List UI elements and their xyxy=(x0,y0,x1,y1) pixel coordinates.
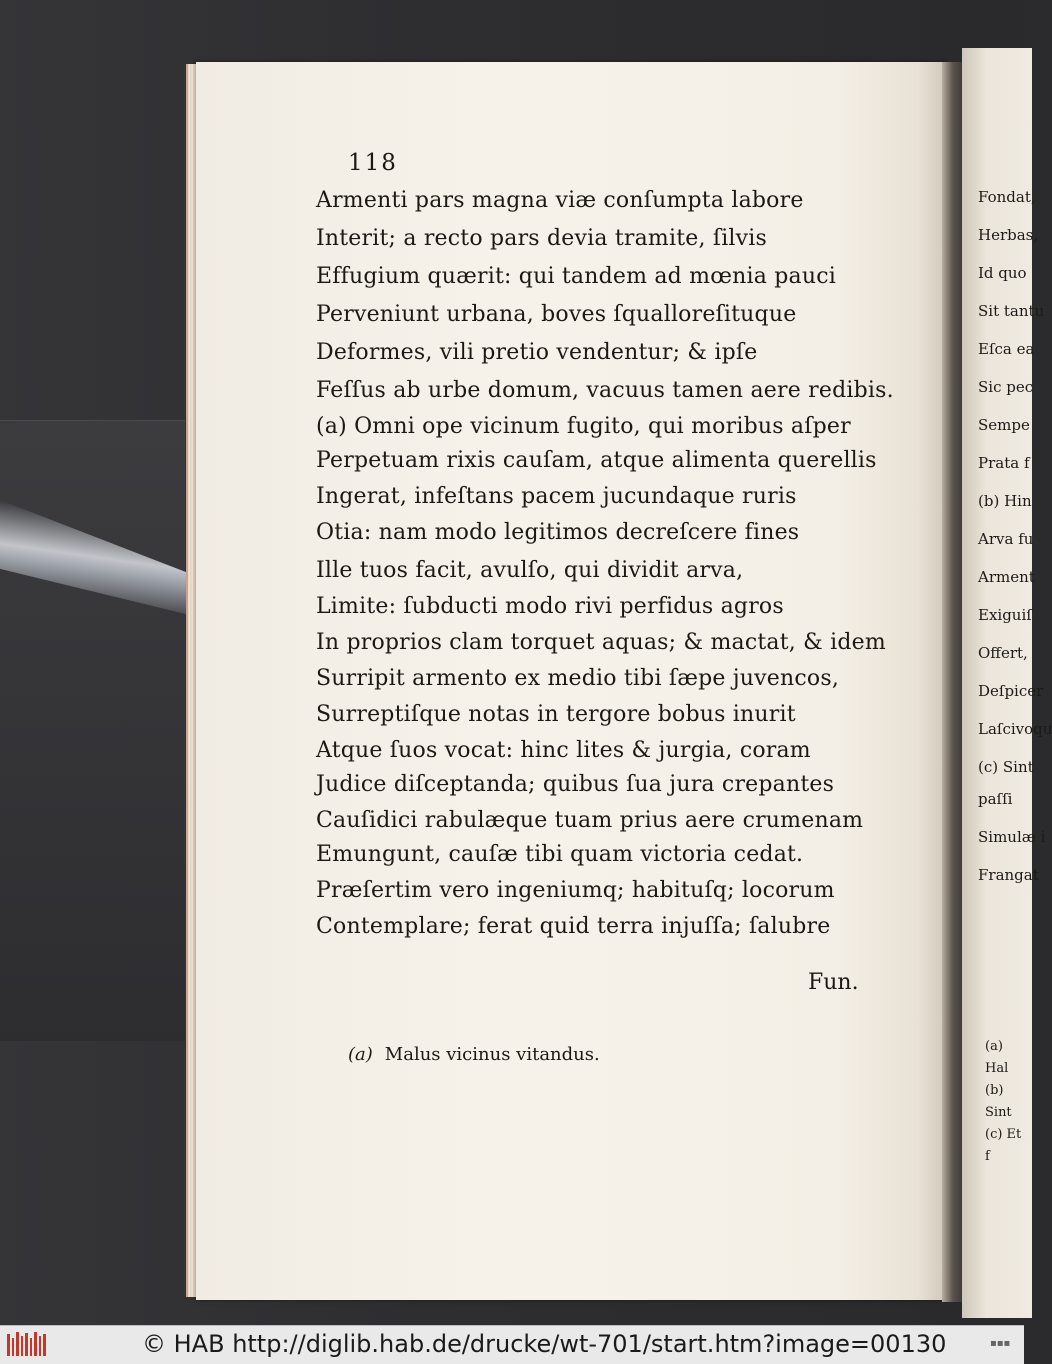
right-page-line: Offert, xyxy=(978,644,1028,662)
right-page-line: (b) Hin xyxy=(978,492,1032,510)
verse-line: Ingerat, infeſtans pacem jucundaque ruris xyxy=(316,484,797,509)
verse-line: Armenti pars magna viæ conſumpta labore xyxy=(316,188,804,213)
verse-line: Judice diſceptanda; quibus ſua jura crepantes xyxy=(316,772,835,797)
verse-line: In proprios clam torquet aquas; & mactat, & idem xyxy=(316,630,886,655)
hab-logo-icon xyxy=(6,1330,48,1360)
verse-line: Emungunt, cauſæ tibi quam victoria cedat. xyxy=(316,842,804,867)
right-page-line: Frangat xyxy=(978,866,1039,884)
right-page-line: Sit tantu xyxy=(978,302,1045,320)
right-page-line: Exiguiſ xyxy=(978,606,1032,624)
verse-line: Perpetuam rixis cauſam, atque alimenta querellis xyxy=(316,448,877,473)
footnote xyxy=(348,1044,600,1065)
verse-line: Atque ſuos vocat: hinc lites & jurgia, coram xyxy=(316,738,811,763)
right-page-line: Deſpicer xyxy=(978,682,1044,700)
right-page-line: Herbas, xyxy=(978,226,1039,244)
footnote-mark: (a) xyxy=(348,1044,373,1065)
verse-line: Feſſus ab urbe domum, vacuus tamen aere redibis. xyxy=(316,378,894,403)
verse-line: Surripit armento ex medio tibi ſæpe juvencos, xyxy=(316,666,840,691)
right-page-note: (a) Hal xyxy=(985,1039,1009,1076)
right-page-line: Arva fu xyxy=(978,530,1034,548)
right-page-line: Arment xyxy=(978,568,1035,586)
right-page-footnotes xyxy=(985,1036,1024,1168)
footer-bar xyxy=(0,1325,1024,1364)
verse-line: Limite: ſubducti modo rivi perfidus agros xyxy=(316,594,784,619)
footnote-text: Malus vicinus vitandus. xyxy=(384,1044,600,1065)
verse-line: Interit; a recto pars devia tramite, ſilvis xyxy=(316,226,768,251)
right-page-note: (c) Et f xyxy=(985,1127,1022,1164)
right-page-line: paſſi xyxy=(978,790,1013,808)
right-page-line: Fondat, xyxy=(978,188,1036,206)
right-page-line: Eſca ea xyxy=(978,340,1035,358)
verse-line: (a) Omni ope vicinum fugito, qui moribus aſper xyxy=(316,414,851,439)
copyright-link[interactable]: © HAB http://diglib.hab.de/drucke/wt-701/start.htm?image=00130 xyxy=(142,1330,947,1358)
right-page-note: (b) Sint xyxy=(985,1083,1012,1120)
verse-line: Cauſidici rabulæque tuam prius aere crumenam xyxy=(316,808,864,833)
right-page-line: Sic pec xyxy=(978,378,1034,396)
right-page-line: Laſcivoqu xyxy=(978,720,1052,738)
verse-line: Præſertim vero ingeniumq; habituſq; locorum xyxy=(316,878,835,903)
right-page-line: Simulæ i xyxy=(978,828,1046,846)
book-gutter xyxy=(942,62,964,1302)
page-number: 118 xyxy=(348,150,398,176)
verse-line: Deformes, vili pretio vendentur; & ipſe xyxy=(316,340,758,365)
right-page-line: Id quo xyxy=(978,264,1027,282)
right-page-line: (c) Sint xyxy=(978,758,1034,776)
verse-line: Perveniunt urbana, boves ſqualloreſituque xyxy=(316,302,797,327)
verse-line: Contemplare; ferat quid terra injuſſa; ſalubre xyxy=(316,914,831,939)
verse-line: Effugium quærit: qui tandem ad mœnia pauci xyxy=(316,264,836,289)
right-page-line: Prata f xyxy=(978,454,1030,472)
right-page-line: Sempe xyxy=(978,416,1030,434)
footer-indicator: ▪▪▪ xyxy=(990,1338,1011,1349)
catchword: Fun. xyxy=(808,970,859,995)
verse-line: Ille tuos facit, avulſo, qui dividit arva, xyxy=(316,558,744,583)
verse-line: Otia: nam modo legitimos decreſcere fines xyxy=(316,520,800,545)
verse-line: Surreptiſque notas in tergore bobus inurit xyxy=(316,702,796,727)
